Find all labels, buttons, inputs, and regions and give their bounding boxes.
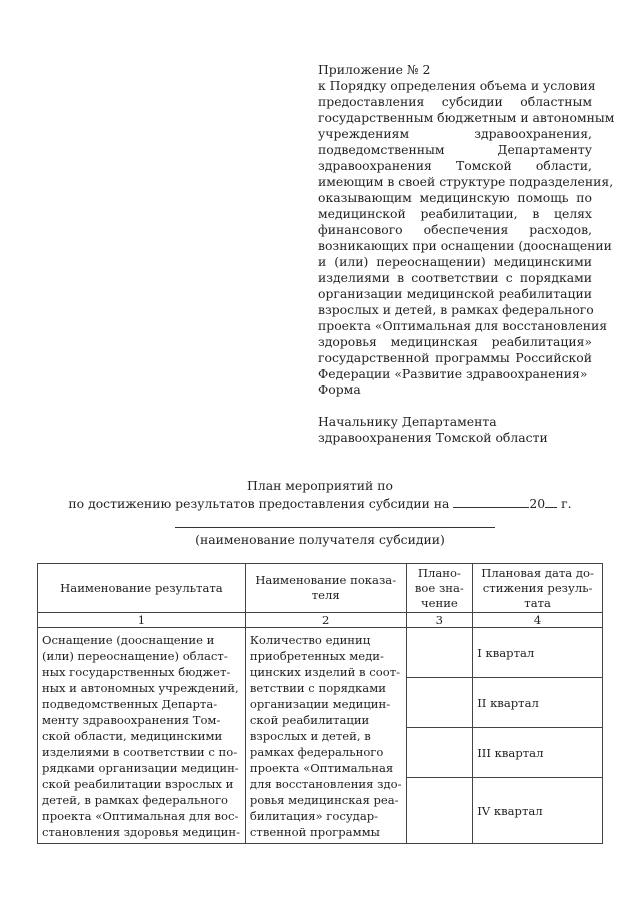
quarter-cell: III квартал xyxy=(473,728,603,778)
text-line: проекта «Оптимальная для вос- xyxy=(42,809,239,823)
header-cell: Наименование показа- теля xyxy=(245,564,406,613)
text-line: становления здоровья медицин- xyxy=(42,825,240,839)
period-blank-field[interactable] xyxy=(453,496,529,508)
text-line: рамках федерального xyxy=(249,745,384,759)
text-line: финансового обеспечения расходов, xyxy=(318,222,592,237)
appendix-last-line: Федерации «Развитие здравоохранения» xyxy=(318,366,588,381)
text-line: рядками организации медицин- xyxy=(42,761,239,775)
addressee-line: Начальнику Департамента xyxy=(318,414,497,429)
text-line: ных государственных бюджет- xyxy=(42,665,231,679)
text-line: ровья медицинская реа- xyxy=(249,793,399,807)
text-line: (или) переоснащение) област- xyxy=(42,649,228,663)
text-line: медицинской реабилитации, в целях xyxy=(318,206,592,221)
quarter-cell: I квартал xyxy=(473,628,603,678)
header-cell: Плановая дата до- стижения резуль- тата xyxy=(473,564,603,613)
text-line: цинских изделий в соот- xyxy=(249,665,401,679)
header-cell: Плано- вое зна- чение xyxy=(406,564,473,613)
text-line: имеющим в своей структуре подразделения, xyxy=(318,174,614,189)
indicator-name-cell xyxy=(245,628,406,844)
text-line: ской реабилитации xyxy=(249,713,370,727)
plan-subtitle-text: по достижению результатов предоставления субсидии на xyxy=(68,496,450,511)
year-blank-field[interactable] xyxy=(545,496,557,508)
planned-value-cell[interactable] xyxy=(406,778,473,844)
form-label: Форма xyxy=(318,382,361,397)
header-cell: Наименование результата xyxy=(38,564,246,613)
text-line: подведомственным Департаменту xyxy=(318,142,592,157)
column-number: 1 xyxy=(38,613,246,628)
text-line: билитация» государ- xyxy=(249,809,379,823)
text-line: ветствии с порядками xyxy=(249,681,386,695)
text-line: и (или) переоснащении) медицинскими xyxy=(318,254,592,269)
quarter-cell: II квартал xyxy=(473,678,603,728)
text-line: ской реабилитации взрослых и xyxy=(42,777,234,791)
text-line: Оснащение (дооснащение и xyxy=(42,633,215,647)
addressee xyxy=(318,414,548,446)
text-line: для восстановления здо- xyxy=(249,777,402,791)
recipient-caption: (наименование получателя субсидии) xyxy=(195,532,445,547)
column-number: 2 xyxy=(245,613,406,628)
column-number: 4 xyxy=(473,613,603,628)
plan-table xyxy=(37,563,603,844)
text-line: ской области, медицинскими xyxy=(42,729,223,743)
text-line: проекта «Оптимальная xyxy=(249,761,394,775)
text-line: изделиями в соответствии с по- xyxy=(42,745,238,759)
text-line: здравоохранения Томской области, xyxy=(318,158,592,173)
text-line: взрослых и детей, в xyxy=(249,729,371,743)
text-line: здоровья медицинская реабилитация» xyxy=(318,334,592,349)
text-line: приобретенных меди- xyxy=(249,649,384,663)
text-line: государственной программы Российской xyxy=(318,350,592,365)
addressee-line: здравоохранения Томской области xyxy=(318,430,548,445)
column-number-row xyxy=(38,613,603,628)
text-line: изделиями в соответствии с порядками xyxy=(318,270,592,285)
appendix-header xyxy=(318,62,615,398)
text-line: взрослых и детей, в рамках федерального xyxy=(318,302,594,317)
planned-value-cell[interactable] xyxy=(406,628,473,678)
text-line: детей, в рамках федерального xyxy=(42,793,229,807)
text-line: оказывающим медицинскую помощь по xyxy=(318,190,592,205)
table-header-row xyxy=(38,564,603,613)
plan-subtitle xyxy=(0,496,640,511)
text-line: организации медицин- xyxy=(249,697,391,711)
text-line: менту здравоохранения Том- xyxy=(42,713,221,727)
appendix-title: Приложение № 2 xyxy=(318,62,431,77)
text-line: государственным бюджетным и автономным xyxy=(318,110,615,125)
text-line: учреждениям здравоохранения, xyxy=(318,126,592,141)
plan-title: План мероприятий по xyxy=(247,478,393,493)
table-row xyxy=(38,628,603,678)
recipient-blank-line[interactable] xyxy=(175,527,495,528)
planned-value-cell[interactable] xyxy=(406,728,473,778)
planned-value-cell[interactable] xyxy=(406,678,473,728)
quarter-cell: IV квартал xyxy=(473,778,603,844)
text-line: Количество единиц xyxy=(249,633,371,647)
text-line: ственной программы xyxy=(249,825,380,839)
text-line: возникающих при оснащении (дооснащении xyxy=(318,238,612,253)
text-line: предоставления субсидии областным xyxy=(318,94,592,109)
text-line: проекта «Оптимальная для восстановления xyxy=(318,318,608,333)
year-prefix: 20 xyxy=(529,496,546,511)
text-line: к Порядку определения объема и условия xyxy=(318,78,596,93)
text-line: ных и автономных учреждений, xyxy=(42,681,239,695)
text-line: организации медицинской реабилитации xyxy=(318,286,592,301)
column-number: 3 xyxy=(406,613,473,628)
year-suffix: г. xyxy=(561,496,572,511)
result-name-cell xyxy=(38,628,246,844)
text-line: подведомственных Департа- xyxy=(42,697,218,711)
